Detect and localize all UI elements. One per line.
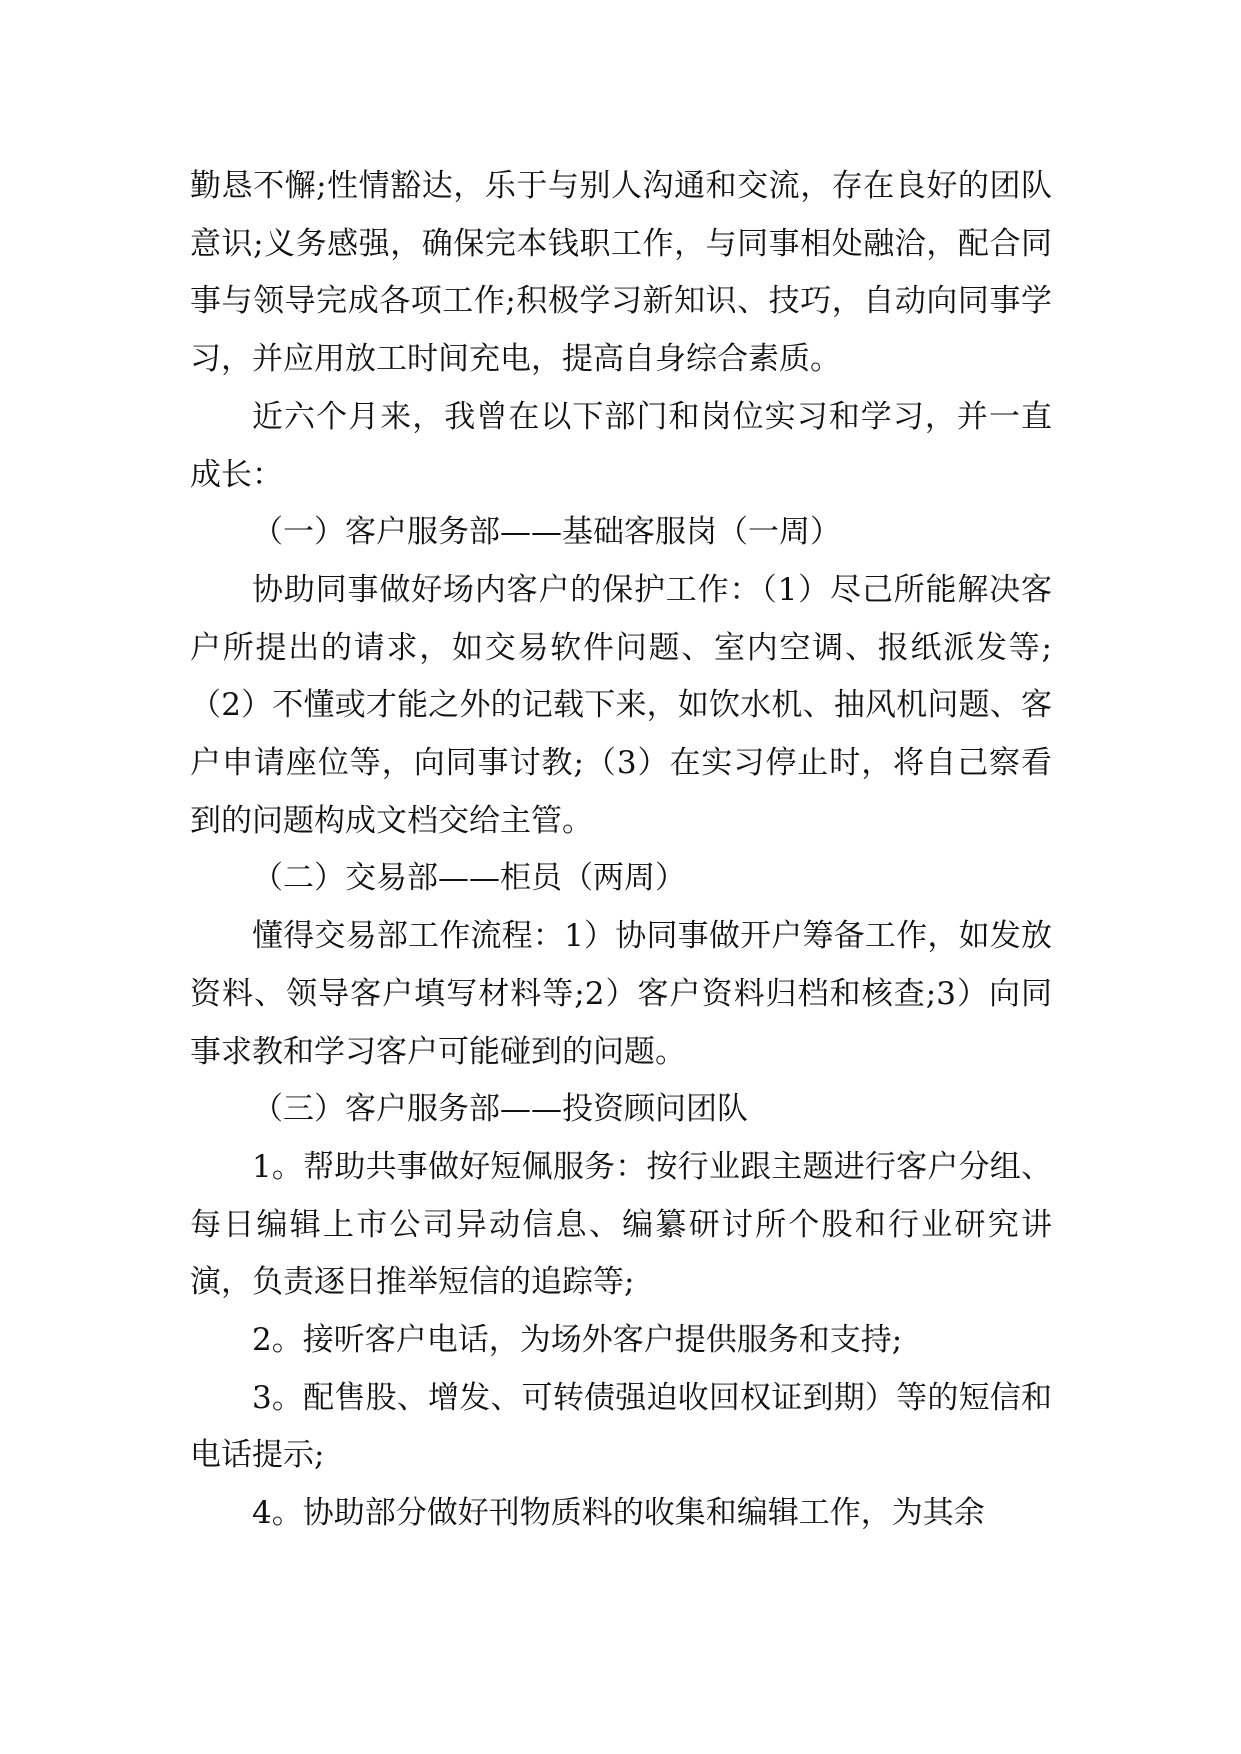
section-heading-3: （三）客户服务部——投资顾问团队 — [252, 1091, 748, 1128]
list-item-3: 3。配售股、增发、可转债强迫收回权证到期）等的短信和电话提示; — [190, 1379, 1052, 1474]
paragraph-section-1: 协助同事做好场内客户的保护工作：（1）尽己所能解决客户所提出的请求，如交易软件问题、室内空调、报纸派发等;（2）不懂或才能之外的记载下来，如饮水机、抽风机问题、客户申请座位等，向同事讨教;（3）在实习停止时，将自己察看到的问题构成文档交给主管。 — [190, 571, 1052, 839]
paragraph-intro: 近六个月来，我曾在以下部门和岗位实习和学习，并一直成长： — [190, 398, 1052, 493]
paragraph-continuation: 勤恳不懈;性情豁达，乐于与别人沟通和交流，存在良好的团队意识;义务感强，确保完本钱职工作，与同事相处融洽，配合同事与领导完成各项工作;积极学习新知识、技巧，自动向同事学习，并应用放工时间充电，提高自身综合素质。 — [190, 168, 1052, 378]
section-heading-2: （二）交易部——柜员（两周） — [252, 860, 686, 897]
list-item-1: 1。帮助共事做好短佩服务：按行业跟主题进行客户分组、每日编辑上市公司异动信息、编纂研讨所个股和行业研究讲演，负责逐日推举短信的追踪等; — [190, 1148, 1052, 1301]
list-item-2: 2。接听客户电话，为场外客户提供服务和支持; — [252, 1322, 903, 1359]
document-body — [190, 158, 1052, 1543]
section-heading-1: （一）客户服务部——基础客服岗（一周） — [252, 514, 841, 551]
list-item-4: 4。协助部分做好刊物质料的收集和编辑工作，为其余 — [252, 1495, 985, 1532]
paragraph-section-2: 懂得交易部工作流程：1）协同事做开户筹备工作，如发放资料、领导客户填写材料等;2）客户资料归档和核查;3）向同事求教和学习客户可能碰到的问题。 — [190, 918, 1052, 1070]
